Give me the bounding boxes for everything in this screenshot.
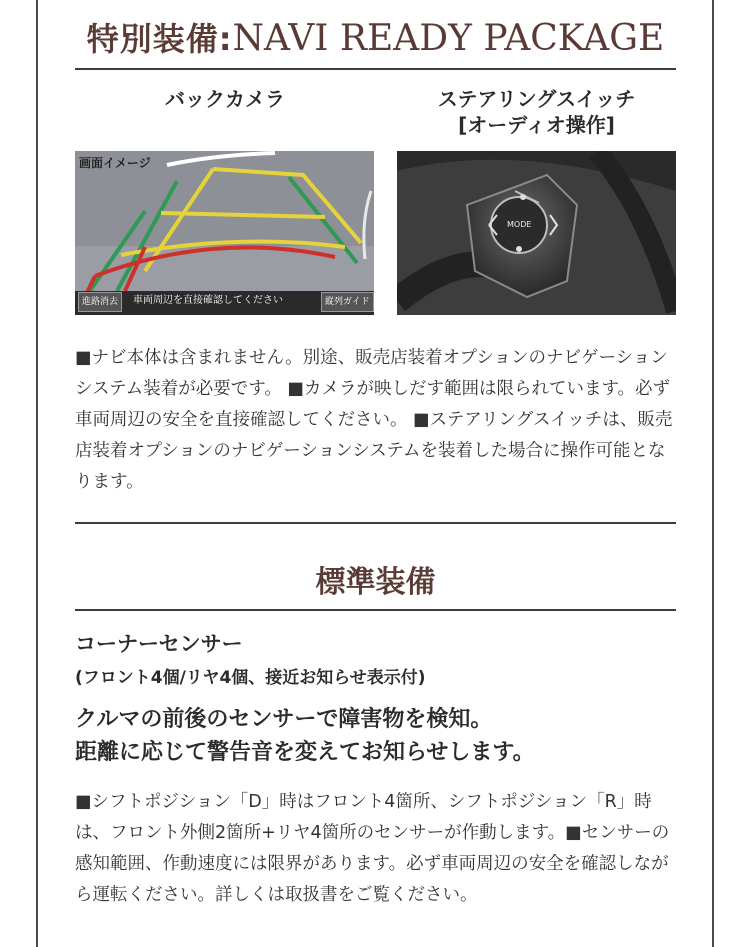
mode-button-label: MODE [507, 220, 532, 229]
feature-subtitle: (フロント4個/リヤ4個、接近お知らせ表示付) [75, 668, 426, 688]
corner-sensor-note [75, 787, 676, 911]
steering-wheel-photo [397, 151, 676, 315]
switch-caption-line1: ステアリングスイッチ [437, 87, 636, 111]
standard-title-divider [75, 609, 676, 611]
standard-equipment-title: 標準装備 [315, 565, 436, 600]
headline-line2: 距離に応じて警告音を変えてお知らせします。 [75, 740, 535, 765]
camera-warning-message: 車両周辺を直接確認してください [133, 295, 283, 306]
corner-sensor-note-text: ■シフトポジション「D」時はフロント4箇所、シフトポジション「R」時は、フロント外側2箇所+リヤ4箇所のセンサーが作動します。■センサーの感知範囲、作動速度には限界があります。必ず車両周辺の安全を確認しながら運転ください。詳しくは取扱書をご覧ください。 [75, 792, 670, 905]
camera-overlay-label: 画面イメージ [79, 156, 151, 170]
section-divider [75, 522, 676, 524]
headline-line1: クルマの前後のセンサーで障害物を検知。 [75, 707, 493, 732]
frame-left-border [36, 0, 38, 947]
frame-right-border [712, 0, 714, 947]
navi-package-note [75, 343, 676, 498]
section-title-en: NAVI READY PACKAGE [232, 18, 665, 59]
section-title-jp: 特別装備: [86, 20, 233, 58]
clear-path-button: 進路消去 [78, 292, 122, 312]
section-title [75, 14, 676, 60]
feature-name: コーナーセンサー [75, 632, 243, 656]
back-camera-image [75, 151, 374, 315]
title-divider [75, 68, 676, 70]
switch-caption [397, 86, 676, 138]
camera-caption: バックカメラ [165, 87, 285, 111]
steering-switch-image [397, 151, 676, 315]
navi-package-note-text: ■ナビ本体は含まれません。別途、販売店装着オプションのナビゲーションシステム装着が必要です。 ■カメラが映しだす範囲は限られています。必ず車両周辺の安全を直接確認してください。 ■ステアリングスイッチは、販売店装着オプションのナビゲーションシステムを装着した場合に操作可能となります。 [75, 348, 673, 492]
switch-caption-line2: [オーディオ操作] [458, 113, 615, 137]
parallel-guide-button: 縦列ガイド [321, 292, 374, 312]
